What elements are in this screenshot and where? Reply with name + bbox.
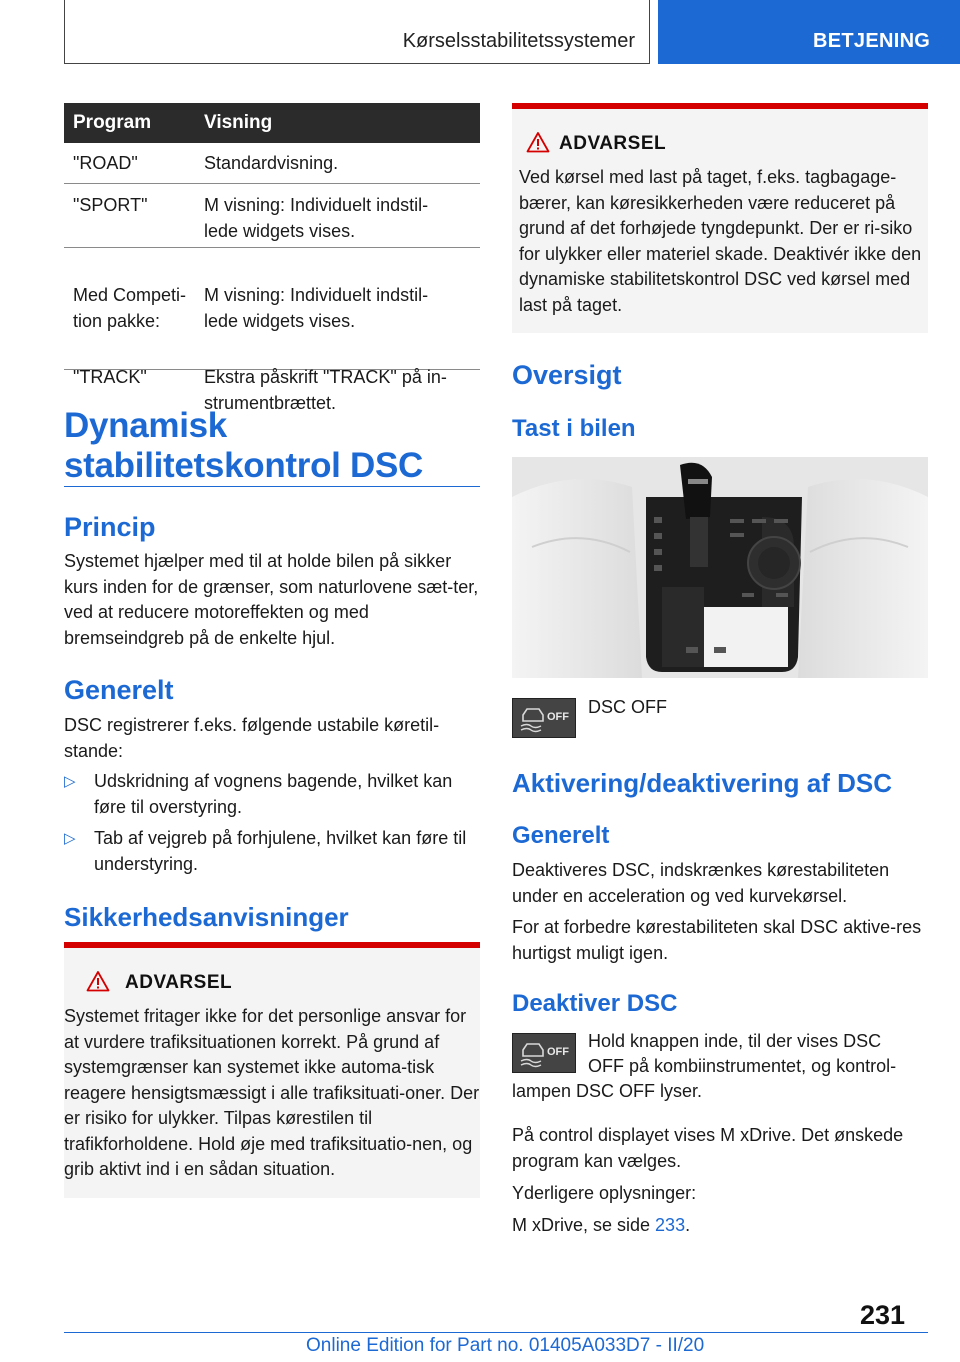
button-icon-text: OFF: [547, 1046, 569, 1058]
table-cell-program: Med Competi- tion pakke:: [73, 285, 187, 331]
deaktiver-line-3: lampen DSC OFF lyser.: [512, 1081, 703, 1101]
safety-heading: Sikkerhedsanvisninger: [64, 902, 349, 932]
table-header-display: Visning: [204, 112, 273, 133]
warning-label: ADVARSEL: [559, 133, 667, 154]
header-section-box: [64, 0, 650, 64]
generelt-text: DSC registrerer f.eks. følgende ustabile køretil-stande:: [64, 715, 440, 761]
section-title: Kørselsstabilitetssystemer: [402, 30, 635, 52]
warning-box: [64, 942, 480, 1198]
list-item: [64, 769, 480, 820]
generelt-text-2: For at forbedre kørestabiliteten skal DSC aktive-res hurtigst muligt igen.: [512, 917, 922, 963]
triangle-bullet-icon: ▷: [64, 773, 76, 790]
page-reference: [512, 1213, 690, 1239]
page-link[interactable]: 233: [655, 1215, 686, 1235]
table-cell-display: M visning: Individuelt indstil- lede widgets vises.: [204, 195, 429, 241]
dsc-off-button-icon: [512, 1033, 576, 1073]
table-cell-program: "SPORT": [73, 195, 148, 215]
deaktiver-heading: Deaktiver DSC: [512, 990, 678, 1017]
table-header-program: Program: [73, 112, 152, 133]
table-cell-display: Standardvisning.: [204, 153, 339, 173]
table-cell-display: Ekstra påskrift "TRACK" på in- strumentbrættet.: [204, 367, 447, 413]
button-icon-text: OFF: [547, 711, 569, 723]
table-row: [64, 282, 480, 338]
center-console-photo: [512, 457, 928, 678]
reference-tail: .: [685, 1215, 691, 1235]
dsc-off-button-icon: [512, 698, 576, 738]
oversigt-heading: Oversigt: [512, 360, 622, 390]
chapter-tab[interactable]: [658, 0, 960, 64]
warning-text: Ved kørsel med last på taget, f.eks. tagbagage-bærer, kan køresikkerheden være reduceret på grund af det forhøjede tyngdepunkt. Der er ri-siko for ulykker eller materiel skade. Deaktivér ikke den dynamiske stabilitetskontrol DSC ved kørsel med last på taget.: [519, 167, 922, 315]
heading-divider: [64, 486, 480, 487]
program-table: [64, 103, 480, 413]
table-row: [64, 184, 480, 248]
generelt-heading-right: Generelt: [512, 822, 610, 849]
dsc-off-label: DSC OFF: [588, 697, 667, 717]
tast-heading: Tast i bilen: [512, 415, 636, 442]
warning-triangle-icon: [86, 970, 110, 992]
deaktiver-line-1: Hold knappen inde, til der vises DSC: [588, 1031, 882, 1051]
center-console-illustration: [512, 457, 928, 678]
princip-text: Systemet hjælper med til at holde bilen på sikker kurs inden for de grænser, som naturlovene sæt-ter, ved at reducere motoreffekten og med bremseindgreb på de enkelte hjul.: [64, 551, 479, 648]
more-info-text: Yderligere oplysninger:: [512, 1183, 697, 1203]
footer-divider: [64, 1332, 928, 1333]
generelt-heading: Generelt: [64, 675, 174, 705]
generelt-text-1: Deaktiveres DSC, indskrænkes kørestabiliteten under en acceleration og ved kurvekørsel.: [512, 860, 890, 906]
table-cell-display: M visning: Individuelt indstil- lede widgets vises.: [204, 285, 429, 331]
list-item-text: Udskridning af vognens bagende, hvilket kan føre til overstyring.: [94, 771, 453, 817]
warning-triangle-icon: [526, 131, 550, 153]
reference-text: M xDrive, se side: [512, 1215, 656, 1235]
triangle-bullet-icon: ▷: [64, 830, 76, 847]
table-row: [64, 143, 480, 184]
control-display-text: På control displayet vises M xDrive. Det ønskede program kan vælges.: [512, 1125, 904, 1171]
warning-label: ADVARSEL: [125, 972, 233, 993]
table-cell-program: "ROAD": [73, 153, 138, 173]
princip-heading: Princip: [64, 512, 156, 542]
table-row-group: [64, 248, 480, 413]
page-number: 231: [860, 1300, 906, 1330]
deaktiver-line-2: OFF på kombiinstrumentet, og kontrol-: [588, 1056, 897, 1076]
list-item: [64, 826, 480, 877]
list-item-text: Tab af vejgreb på forhjulene, hvilket kan føre til understyring.: [94, 828, 467, 874]
activation-heading: Aktivering/deaktivering af DSC: [512, 768, 892, 798]
main-heading: Dynamisk stabilitetskontrol DSC: [64, 406, 424, 485]
table-header: [64, 103, 480, 143]
chapter-tab-label: BETJENING: [813, 30, 931, 52]
warning-box: [512, 103, 928, 333]
warning-text: Systemet fritager ikke for det personlige ansvar for at vurdere trafiksituationen korrekt. På grund af systemgrænser kan systemet ikke automa-tisk reagere hensigtsmæssigt i alle trafiksituati-oner. Der er risiko for ulykker. Tilpas kørestilen til trafikforholdene. Hold øje med trafiksituatio-nen, og grib aktivt ind i en sådan situation.: [64, 1006, 480, 1179]
table-cell-program: "TRACK": [73, 367, 147, 387]
edition-text: Online Edition for Part no. 01405A033D7 - II/20: [306, 1335, 705, 1356]
